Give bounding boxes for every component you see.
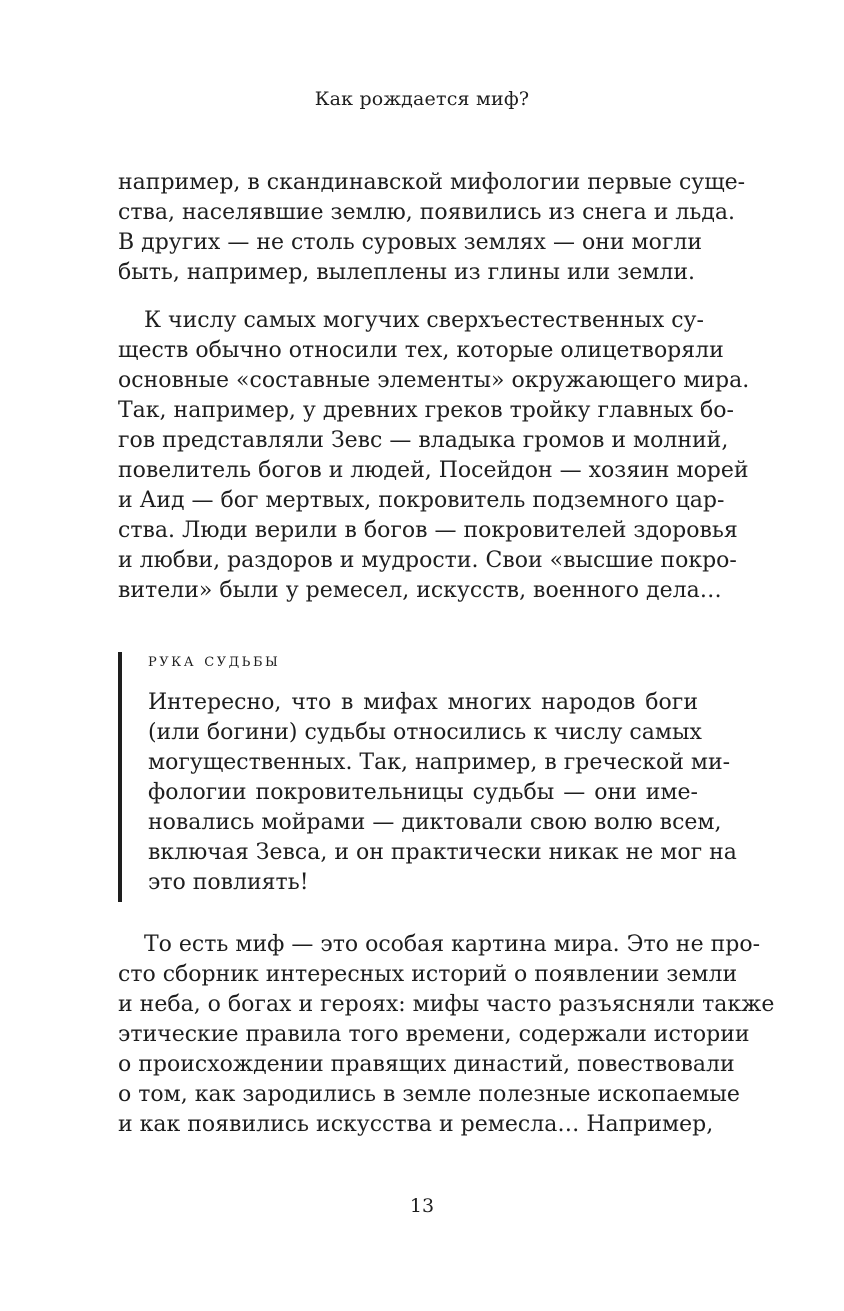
text-line: о том, как зародились в земле полезные ископаемые <box>118 1082 740 1107</box>
running-head: Как рождается миф? <box>314 88 530 110</box>
text-line: сто сборник интересных историй о появлении земли <box>118 962 738 987</box>
text-line: и как появились искусства и ремесла… Например, <box>118 1112 714 1137</box>
sidebar-line: Интересно, что в мифах многих народов боги <box>148 690 698 715</box>
text-line: Так, например, у древних греков тройку главных бо- <box>118 398 734 423</box>
text-line: ществ обычно относили тех, которые олицетворяли <box>118 338 724 363</box>
text-line: К числу самых могучих сверхъестественных су- <box>144 308 704 333</box>
page-number: 13 <box>409 1195 435 1217</box>
text-line: гов представляли Зевс — владыка громов и молний, <box>118 428 729 453</box>
sidebar-line: это повлиять! <box>148 870 309 895</box>
text-line: ства, населявшие землю, появились из снега и льда. <box>118 200 736 225</box>
sidebar-title: рука судьбы <box>148 650 281 671</box>
text-line: основные «составные элементы» окружающего мира. <box>118 368 750 393</box>
text-line: и любви, раздоров и мудрости. Свои «высшие покро- <box>118 548 737 573</box>
text-line: и неба, о богах и героях: мифы часто разъясняли также <box>118 992 775 1017</box>
text-line: например, в скандинавской мифологии первые суще- <box>118 170 746 195</box>
text-line: этические правила того времени, содержали истории <box>118 1022 750 1047</box>
text-line: повелитель богов и людей, Посейдон — хозяин морей <box>118 458 749 483</box>
text-line: ства. Люди верили в богов — покровителей здоровья <box>118 518 738 543</box>
text-line: быть, например, вылеплены из глины или земли. <box>118 260 696 285</box>
text-line: вители» были у ремесел, искусств, военного дела… <box>118 578 722 603</box>
sidebar-rule <box>118 652 122 902</box>
sidebar-line: могущественных. Так, например, в греческой ми- <box>148 750 731 775</box>
sidebar-line: (или богини) судьбы относились к числу самых <box>148 720 702 745</box>
text-line: То есть миф — это особая картина мира. Это не про- <box>144 932 761 957</box>
text-line: о происхождении правящих династий, повествовали <box>118 1052 735 1077</box>
sidebar-line: фологии покровительницы судьбы — они име- <box>148 780 698 805</box>
sidebar-line: включая Зевса, и он практически никак не мог на <box>148 840 737 865</box>
text-line: и Аид — бог мертвых, покровитель подземного цар- <box>118 488 725 513</box>
text-line: В других — не столь суровых землях — они могли <box>118 230 703 255</box>
sidebar-line: новались мойрами — диктовали свою волю всем, <box>148 810 722 835</box>
